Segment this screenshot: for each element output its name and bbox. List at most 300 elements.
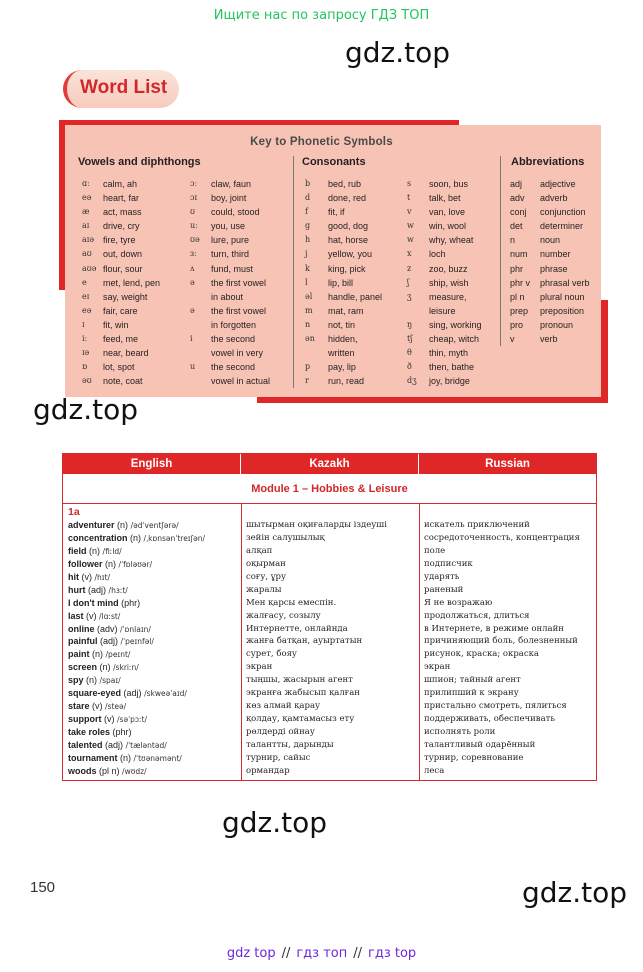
key-entry xyxy=(305,346,382,360)
key-entry xyxy=(305,219,382,233)
vowels-list-2 xyxy=(190,177,270,388)
cell-russian: поле xyxy=(424,545,446,556)
key-example: number xyxy=(540,249,571,260)
key-symbol: w xyxy=(407,221,414,231)
key-symbol: t xyxy=(407,193,411,203)
table-row xyxy=(63,674,596,687)
vowels-list-1 xyxy=(82,177,160,388)
key-symbol: adv xyxy=(510,193,525,204)
headword: hit xyxy=(68,571,79,582)
cell-english xyxy=(63,687,241,700)
key-example: conjunction xyxy=(540,207,586,218)
key-symbol: aʊə xyxy=(82,263,97,273)
key-entry xyxy=(510,205,590,219)
consonants-list-1 xyxy=(305,177,382,388)
headword: spy xyxy=(68,675,84,686)
transcription: /ˈɒnlaɪn/ xyxy=(120,624,151,634)
key-entry xyxy=(510,191,590,205)
key-example: noun xyxy=(540,235,561,246)
key-symbol: ɑː xyxy=(82,179,90,188)
key-example: plural noun xyxy=(540,291,585,302)
key-example: lure, pure xyxy=(211,235,250,246)
transcription: /hɜːt/ xyxy=(108,585,128,595)
cell-kazakh: жаралы xyxy=(246,584,282,595)
cell-russian: леса xyxy=(424,765,445,776)
key-entry xyxy=(82,219,160,233)
cell-kazakh: қолдау, қамтамасыз ету xyxy=(246,714,355,725)
key-symbol: h xyxy=(305,235,311,245)
cell-english xyxy=(63,623,241,636)
part-of-speech: (phr) xyxy=(121,597,141,608)
key-symbol: eɪ xyxy=(82,291,90,301)
key-symbol: z xyxy=(407,263,412,273)
key-symbol: ə xyxy=(190,305,195,315)
table-row xyxy=(63,545,596,558)
key-entry xyxy=(305,374,382,388)
headword: hurt xyxy=(68,584,86,595)
key-example: king, pick xyxy=(328,263,366,274)
cell-russian: искатель приключений xyxy=(424,520,530,530)
key-example: zoo, buzz xyxy=(429,263,468,274)
key-entry xyxy=(510,304,590,318)
key-example: not, tin xyxy=(328,319,356,330)
key-entry xyxy=(82,191,160,205)
key-example: leisure xyxy=(429,305,456,316)
key-entry xyxy=(510,177,590,191)
key-example: loch xyxy=(429,249,446,260)
key-example: flour, sour xyxy=(103,263,143,274)
key-symbol: θ xyxy=(407,348,412,358)
part-of-speech: (v) xyxy=(81,571,93,582)
key-entry xyxy=(82,205,160,219)
column-divider xyxy=(500,156,501,346)
key-example: act, mass xyxy=(103,207,142,218)
key-entry xyxy=(407,290,482,304)
cell-kazakh: рөлдерді ойнау xyxy=(246,727,315,737)
cell-kazakh: оқырман xyxy=(246,558,286,569)
key-entry xyxy=(190,276,270,290)
key-example: the second xyxy=(211,362,256,373)
link-separator: // xyxy=(281,946,291,961)
key-symbol: adj xyxy=(510,179,523,189)
key-symbol: d xyxy=(305,193,311,203)
headword: take roles xyxy=(68,727,111,737)
key-entry xyxy=(407,276,482,290)
key-symbol: aʊ xyxy=(82,249,92,259)
key-example: soon, bus xyxy=(429,179,469,189)
key-entry xyxy=(305,360,382,374)
cell-kazakh: алқап xyxy=(246,545,273,556)
key-symbol: g xyxy=(305,221,311,231)
key-example: good, dog xyxy=(328,221,369,232)
key-example: sing, working xyxy=(429,319,482,330)
key-symbol: eə xyxy=(82,305,92,315)
key-symbol xyxy=(190,318,211,332)
key-symbol xyxy=(190,374,211,388)
key-entry xyxy=(82,262,160,276)
part-of-speech: (v) xyxy=(86,610,97,621)
abbreviations-list xyxy=(510,177,590,346)
key-entry xyxy=(407,233,482,247)
key-entry xyxy=(305,318,382,332)
headword: I don't mind xyxy=(68,597,119,608)
part-of-speech: (n) xyxy=(86,675,98,686)
cell-english xyxy=(63,674,241,687)
cell-english xyxy=(63,765,241,778)
key-symbol: pl n xyxy=(510,291,525,302)
cell-kazakh: экран xyxy=(246,662,273,673)
key-entry xyxy=(82,360,160,374)
headword: last xyxy=(68,610,84,621)
key-example: the first vowel xyxy=(211,305,267,316)
key-symbol: ɔɪ xyxy=(190,193,198,203)
cell-kazakh: көз алмай қарау xyxy=(246,701,321,712)
key-symbol: v xyxy=(510,334,515,345)
cell-english xyxy=(63,532,241,545)
key-example: preposition xyxy=(540,305,585,316)
part-of-speech: (adj) xyxy=(105,739,124,750)
key-example: pay, lip xyxy=(328,362,356,373)
key-symbol: ʊə xyxy=(190,235,200,245)
key-symbol: æ xyxy=(82,207,90,217)
part-of-speech: (n) xyxy=(105,558,117,569)
module-title: Module 1 – Hobbies & Leisure xyxy=(63,474,596,504)
key-example: lip, bill xyxy=(328,277,354,288)
key-entry xyxy=(407,374,482,388)
key-symbol xyxy=(190,346,211,360)
key-example: lot, spot xyxy=(103,362,135,373)
cell-russian: раненый xyxy=(424,584,464,595)
key-symbol: n xyxy=(305,319,311,329)
part-of-speech: (adj) xyxy=(88,584,107,595)
key-example: in about xyxy=(211,291,244,302)
key-entry xyxy=(82,332,160,346)
header-russian: Russian xyxy=(485,458,530,470)
key-example: then, bathe xyxy=(429,362,475,373)
key-symbol: phr v xyxy=(510,277,531,288)
key-entry xyxy=(190,360,270,374)
transcription: /ˈpeɪnfəl/ xyxy=(120,637,154,647)
cell-kazakh: турнир, сайыс xyxy=(246,752,311,763)
transcription: /ˈtæləntəd/ xyxy=(125,740,167,750)
table-row xyxy=(63,700,596,713)
key-entry xyxy=(305,332,382,346)
table-row xyxy=(63,519,596,532)
key-symbol: conj xyxy=(510,207,527,218)
key-entry xyxy=(407,219,482,233)
cell-english xyxy=(63,635,241,648)
table-row xyxy=(63,739,596,752)
transcription: /skriːn/ xyxy=(113,663,139,673)
cell-english xyxy=(63,519,241,532)
cell-kazakh: экранға жабысып қалған xyxy=(246,688,360,699)
key-symbol: ʒ xyxy=(407,291,412,301)
key-symbol: əl xyxy=(305,291,313,301)
cell-kazakh: зейін салушылық xyxy=(246,532,325,543)
key-symbol: ŋ xyxy=(407,319,413,329)
key-example: fit, win xyxy=(103,319,129,330)
cell-english xyxy=(63,648,241,661)
key-entry xyxy=(82,346,160,360)
key-entry xyxy=(510,290,590,304)
headword: follower xyxy=(68,558,103,569)
key-symbol: pro xyxy=(510,319,524,330)
key-entry xyxy=(407,304,482,318)
key-example: heart, far xyxy=(103,193,140,204)
key-symbol: k xyxy=(305,263,310,273)
table-row xyxy=(63,765,596,778)
key-entry xyxy=(305,233,382,247)
table-header xyxy=(63,454,596,474)
watermark: gdz.top xyxy=(345,36,451,69)
cell-english xyxy=(63,571,241,584)
cell-kazakh: Интернетте, онлайнда xyxy=(246,623,348,634)
part-of-speech: (pl n) xyxy=(99,765,120,776)
key-symbol: m xyxy=(305,305,313,315)
key-entry xyxy=(82,276,160,290)
headword: screen xyxy=(68,662,98,673)
page-number: 150 xyxy=(30,879,56,896)
table-row xyxy=(63,661,596,674)
transcription: /skweəˈaɪd/ xyxy=(144,689,187,699)
key-entry xyxy=(510,276,590,290)
table-row xyxy=(63,571,596,584)
key-example: adjective xyxy=(540,179,576,189)
key-entry xyxy=(407,346,482,360)
key-example: measure, xyxy=(429,291,467,302)
table-row xyxy=(63,597,596,610)
key-entry xyxy=(510,262,590,276)
key-symbol: aɪ xyxy=(82,221,90,231)
cell-kazakh: талантты, дарынды xyxy=(246,739,334,750)
table-row xyxy=(63,584,596,597)
key-entry xyxy=(510,318,590,332)
key-symbol: tʃ xyxy=(407,334,413,344)
key-example: in forgotten xyxy=(211,319,257,330)
key-example: ship, wish xyxy=(429,277,469,288)
key-entry xyxy=(305,304,382,318)
key-entry xyxy=(305,205,382,219)
key-example: the second xyxy=(211,334,256,345)
headword: support xyxy=(68,714,102,725)
key-example: bed, rub xyxy=(328,179,362,189)
cell-english xyxy=(63,661,241,674)
key-example: boy, joint xyxy=(211,193,247,204)
cell-russian: шпион; тайный агент xyxy=(424,675,521,686)
table-row xyxy=(63,752,596,765)
transcription: /ədˈventʃərə/ xyxy=(130,521,179,530)
key-example: fire, tyre xyxy=(103,235,136,246)
key-entry xyxy=(407,177,482,191)
cell-english xyxy=(63,584,241,597)
transcription: /səˈpɔːt/ xyxy=(117,715,148,725)
key-frame-bottom xyxy=(257,396,608,403)
key-example: thin, myth xyxy=(429,348,469,359)
key-example: you, use xyxy=(211,221,246,232)
key-symbol: l xyxy=(305,277,308,287)
unit-label: 1a xyxy=(68,506,80,518)
headword: painful xyxy=(68,636,98,647)
cell-english xyxy=(63,726,241,739)
key-example: why, wheat xyxy=(429,235,474,246)
key-example: written xyxy=(328,348,355,359)
cell-kazakh: ормандар xyxy=(246,765,290,776)
key-symbol: n xyxy=(510,235,516,246)
key-symbol: ən xyxy=(305,334,315,344)
key-example: yellow, you xyxy=(328,249,373,260)
key-entry xyxy=(407,191,482,205)
headword: adventurer xyxy=(68,520,115,530)
key-entry xyxy=(407,247,482,261)
key-entry xyxy=(82,318,160,332)
key-symbol: i xyxy=(190,334,193,344)
bottom-link[interactable]: гдз top xyxy=(368,946,417,961)
key-entry xyxy=(190,332,270,346)
key-entry xyxy=(190,318,270,332)
key-example: turn, third xyxy=(211,249,250,260)
cell-english xyxy=(63,545,241,558)
column-divider xyxy=(293,156,294,388)
part-of-speech: (phr) xyxy=(112,727,132,737)
cell-russian: причиняющий боль, болезненный xyxy=(424,636,578,647)
key-example: phrase xyxy=(540,263,568,274)
vowels-heading: Vowels and diphthongs xyxy=(78,156,201,168)
headword: field xyxy=(68,545,87,556)
key-entry xyxy=(407,205,482,219)
key-entry xyxy=(82,233,160,247)
key-entry xyxy=(82,247,160,261)
part-of-speech: (n) xyxy=(99,662,111,673)
key-example: verb xyxy=(540,334,558,345)
consonants-heading: Consonants xyxy=(302,156,366,168)
key-symbol: e xyxy=(82,277,87,287)
cell-kazakh: жанға батқан, ауыртатын xyxy=(246,636,363,647)
part-of-speech: (v) xyxy=(92,701,103,712)
part-of-speech: (n) xyxy=(117,520,129,530)
key-symbol: ə xyxy=(190,277,195,287)
transcription: /steə/ xyxy=(105,702,127,712)
key-symbol: iː xyxy=(82,334,88,344)
headword: paint xyxy=(68,649,90,660)
key-symbol: prep xyxy=(510,305,529,316)
key-example: claw, faun xyxy=(211,179,252,189)
key-example: fit, if xyxy=(328,207,345,218)
key-example: adverb xyxy=(540,193,568,204)
key-symbol: ʃ xyxy=(407,277,410,287)
key-symbol: s xyxy=(407,179,412,188)
cell-russian: поддерживать, обеспечивать xyxy=(424,714,555,725)
table-row xyxy=(63,713,596,726)
watermark: gdz.top xyxy=(522,876,628,909)
key-entry xyxy=(305,276,382,290)
watermark: gdz.top xyxy=(222,806,328,839)
top-banner[interactable]: Ищите нас по запросу ГДЗ ТОП xyxy=(213,8,430,23)
key-example: out, down xyxy=(103,249,143,260)
key-entry xyxy=(190,346,270,360)
transcription: /spaɪ/ xyxy=(99,676,121,686)
key-entry xyxy=(82,304,160,318)
cell-russian: рисунок, краска; окраска xyxy=(424,649,539,660)
key-example: calm, ah xyxy=(103,179,138,189)
cell-russian: пристально смотреть, пялиться xyxy=(424,701,567,712)
cell-kazakh: сурет, бояу xyxy=(246,649,297,660)
key-entry xyxy=(510,233,590,247)
key-symbol: w xyxy=(407,235,414,245)
key-entry xyxy=(305,177,382,191)
key-symbol: v xyxy=(407,207,412,217)
key-symbol: u xyxy=(190,362,196,372)
key-symbol: num xyxy=(510,249,528,260)
key-entry xyxy=(190,219,270,233)
key-symbol: ɪ xyxy=(82,319,85,329)
key-entry xyxy=(407,262,482,276)
key-entry xyxy=(190,374,270,388)
cell-english xyxy=(63,700,241,713)
key-entry xyxy=(407,360,482,374)
key-example: drive, cry xyxy=(103,221,140,232)
key-example: pronoun xyxy=(540,319,574,330)
key-symbol: f xyxy=(305,207,308,217)
headword: online xyxy=(68,623,95,634)
key-entry xyxy=(305,247,382,261)
cell-russian: продолжаться, длиться xyxy=(424,610,530,621)
key-example: mat, ram xyxy=(328,305,364,316)
cell-russian: подписчик xyxy=(424,558,473,569)
table-row xyxy=(63,558,596,571)
key-example: fund, must xyxy=(211,263,254,274)
cell-russian: прилипший к экрану xyxy=(424,688,519,699)
cell-russian: Я не возражаю xyxy=(424,597,493,608)
cell-kazakh: соғу, ұру xyxy=(246,571,286,582)
key-entry xyxy=(305,290,382,304)
key-symbol xyxy=(305,346,328,360)
key-entry xyxy=(82,177,160,191)
key-example: near, beard xyxy=(103,348,149,359)
link-separator: // xyxy=(353,946,362,961)
cell-russian: ударять xyxy=(424,571,460,582)
key-entry xyxy=(190,290,270,304)
cell-english xyxy=(63,739,241,752)
bottom-link[interactable]: gdz top xyxy=(226,946,276,961)
cell-english xyxy=(63,713,241,726)
bottom-link[interactable]: гдз топ xyxy=(296,946,348,961)
key-symbol: dʒ xyxy=(407,376,417,386)
part-of-speech: (adv) xyxy=(97,623,118,634)
key-example: talk, bet xyxy=(429,193,461,204)
watermark: gdz.top xyxy=(33,393,139,426)
key-example: met, lend, pen xyxy=(103,277,161,288)
part-of-speech: (adj) xyxy=(100,636,119,647)
key-entry xyxy=(190,191,270,205)
key-symbol: ɪə xyxy=(82,348,90,358)
abbreviations-heading: Abbreviations xyxy=(511,156,585,168)
key-symbol: det xyxy=(510,221,523,232)
part-of-speech: (n) xyxy=(89,545,101,556)
key-example: say, weight xyxy=(103,291,148,302)
key-symbol: uː xyxy=(190,221,198,231)
part-of-speech: (n) xyxy=(130,532,142,543)
part-of-speech: (n) xyxy=(92,649,104,660)
part-of-speech: (v) xyxy=(104,714,115,725)
section-title: Word List xyxy=(80,77,168,98)
table-row xyxy=(63,532,596,545)
table-rows xyxy=(63,519,596,778)
key-symbol: j xyxy=(305,249,308,259)
key-symbol: p xyxy=(305,362,311,372)
cell-russian: сосредоточенность, концентрация xyxy=(424,532,580,543)
key-symbol: aɪə xyxy=(82,235,95,245)
key-symbol xyxy=(407,304,429,318)
